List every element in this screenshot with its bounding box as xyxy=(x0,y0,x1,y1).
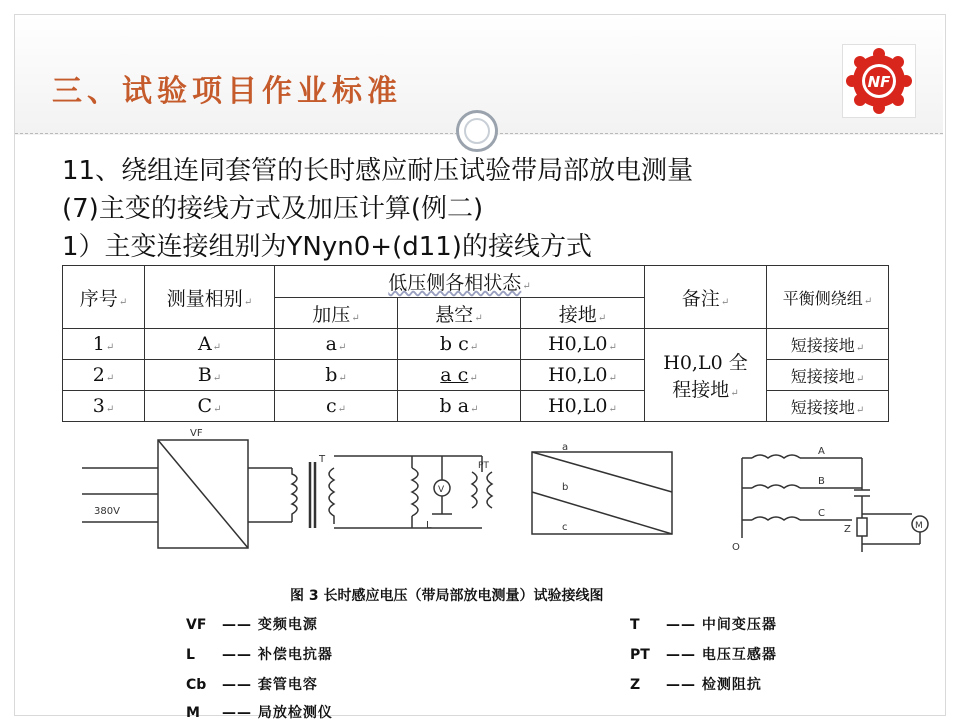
figure-caption: 图 3 长时感应电压（带局部放电测量）试验接线图 xyxy=(290,588,604,604)
label-hv-a: A xyxy=(818,446,825,457)
heading-line-1: 11、绕组连同套管的长时感应耐压试验带局部放电测量 xyxy=(62,156,694,186)
cell-balance: 短接接地↵ xyxy=(767,391,889,422)
cell-no: 3↵ xyxy=(63,391,145,422)
label-pt: PT xyxy=(478,461,489,471)
slide-title: 三、试验项目作业标准 xyxy=(52,74,402,109)
label-m: M xyxy=(915,521,923,531)
svg-text:NF: NF xyxy=(867,73,891,91)
label-t: T xyxy=(319,454,326,465)
label-low-b: b xyxy=(562,482,569,493)
ring-ornament-icon xyxy=(456,110,498,152)
label-z: Z xyxy=(844,524,851,535)
cell-balance: 短接接地↵ xyxy=(767,360,889,391)
heading-line-3: 1）主变连接组别为YNyn0+(d11)的接线方式 xyxy=(62,232,592,262)
cell-ground: H0,L0↵ xyxy=(521,360,645,391)
header-no: 序号↵ xyxy=(63,266,145,329)
cell-balance: 短接接地↵ xyxy=(767,329,889,360)
cell-float: a c↵ xyxy=(398,360,521,391)
label-vf: VF xyxy=(190,428,203,439)
legend-item: VF —— 变频电源 xyxy=(186,617,318,633)
header-lv-state: 低压侧各相状态↵ xyxy=(275,266,645,298)
label-low-c: c xyxy=(562,522,568,533)
cell-no: 1↵ xyxy=(63,329,145,360)
cell-phase: A↵ xyxy=(145,329,275,360)
label-low-a: a xyxy=(562,442,569,453)
cell-press: c↵ xyxy=(275,391,398,422)
wiring-table xyxy=(62,265,889,422)
cell-float: b a↵ xyxy=(398,391,521,422)
legend-item: M —— 局放检测仪 xyxy=(186,705,333,721)
company-logo xyxy=(842,44,916,118)
delta-winding xyxy=(532,452,672,534)
cell-ground: H0,L0↵ xyxy=(521,329,645,360)
legend-item: PT —— 电压互感器 xyxy=(630,647,777,663)
cell-phase: C↵ xyxy=(145,391,275,422)
cell-no: 2↵ xyxy=(63,360,145,391)
label-hv-b: B xyxy=(818,476,825,487)
cell-remark: H0,L0 全 程接地↵ xyxy=(645,329,767,422)
label-hv-c: C xyxy=(818,508,825,519)
legend-item: T —— 中间变压器 xyxy=(630,617,777,633)
wiring-diagram xyxy=(62,428,942,578)
legend-item: Cb —— 套管电容 xyxy=(186,677,318,693)
cell-phase: B↵ xyxy=(145,360,275,391)
header-remark: 备注↵ xyxy=(645,266,767,329)
legend-item: L —— 补偿电抗器 xyxy=(186,647,333,663)
cell-press: a↵ xyxy=(275,329,398,360)
header-ground: 接地↵ xyxy=(521,298,645,329)
cell-ground: H0,L0↵ xyxy=(521,391,645,422)
legend-item: Z —— 检测阻抗 xyxy=(630,677,762,693)
cell-float: b c↵ xyxy=(398,329,521,360)
label-v: V xyxy=(438,485,445,495)
heading-line-2: (7)主变的接线方式及加压计算(例二) xyxy=(62,194,484,224)
label-o: O xyxy=(732,542,740,553)
header-phase: 测量相别↵ xyxy=(145,266,275,329)
table-row xyxy=(63,329,889,360)
header-balance: 平衡侧绕组↵ xyxy=(767,266,889,329)
cell-press: b↵ xyxy=(275,360,398,391)
header-press: 加压↵ xyxy=(275,298,398,329)
label-l: L xyxy=(426,520,432,531)
header-float: 悬空↵ xyxy=(398,298,521,329)
label-380v: 380V xyxy=(94,506,120,517)
